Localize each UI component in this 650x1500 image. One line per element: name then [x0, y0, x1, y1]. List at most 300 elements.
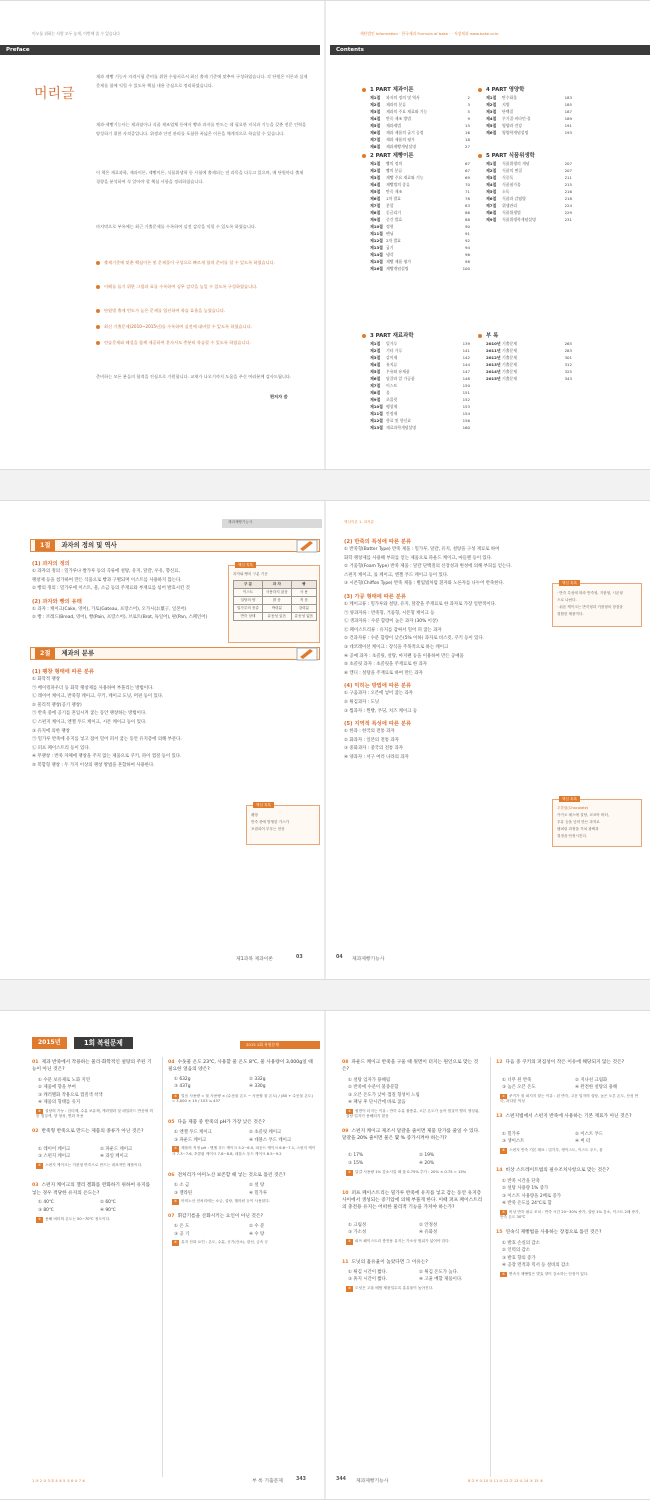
answer-option[interactable]: ① 수분 보유제로 노화 지연 — [38, 1077, 90, 1083]
toc-entry[interactable]: 제10절 정형 90 — [370, 224, 470, 229]
key-point-box — [246, 805, 320, 845]
key-point-line: · 반죽 특성에 따라 반죽형, 거품형, 시폰형 — [557, 591, 623, 595]
question-text: 다음 제품 중 반죽의 pH가 가장 낮은 것은? — [177, 1120, 265, 1125]
answer-option[interactable]: ④ 유화성 — [419, 1230, 438, 1236]
key-point-line: 팽창 — [251, 813, 258, 817]
preface-paragraph: 제과 제빵 기능사 자격시험 준비를 위한 수험서로서 최신 출제 기준에 맞추어 구성하였습니다. 각 단원은 이론과 실제 문제를 함께 익힐 수 있도록 핵심 내용 중심으로 정리하였습니다. — [96, 74, 308, 88]
body-text-line: ② 거품형(Foam Type) 반죽 제품 : 달걀 단백질의 신장성과 변성에 의해 부피를 얻는다. — [344, 564, 512, 570]
answer-option[interactable]: ② 파운드 케이크 — [100, 1146, 133, 1152]
question-stem — [32, 1128, 156, 1135]
toc-part-heading: 4 PART 영양학 — [478, 85, 524, 93]
question-stem — [342, 1128, 484, 1143]
toc-entry[interactable]: 제4절 식품첨가물 215 — [486, 182, 572, 187]
toc-entry[interactable]: 제3절 단백질 187 — [486, 109, 572, 114]
toc-entry[interactable]: 제7절 이스트 150 — [370, 383, 470, 388]
question-stem — [342, 1190, 484, 1212]
answer-option[interactable]: ③ 공 기 — [174, 1231, 190, 1237]
question-stem — [496, 1167, 642, 1174]
explanation-text: 제품의 적정 pH : 엔젤 푸드 케이크 5.2~6.0, 파운드 케이크 6.6~7.1, 스펀지 케이크 7.3~7.6, 초콜릿 케이크 7.8~8.8, 데블스 푸드 케이크 8.5~9.2 — [172, 1146, 316, 1157]
question-number: 11 — [342, 1259, 349, 1265]
section-heading: (2) 과자와 빵의 유래 — [32, 598, 82, 605]
square-bullet-icon — [96, 341, 100, 345]
toc-entry[interactable]: 제1절 과자의 정의 및 역사 2 — [370, 95, 470, 100]
key-point-tag: 핵심 톡톡 — [559, 580, 580, 586]
toc-entry[interactable]: 제14절 냉각 96 — [370, 252, 470, 257]
answer-option[interactable]: ① 온 도 — [174, 1224, 190, 1230]
body-text-line: ㉠ 양과자류 : 반죽형, 거품형, 시폰형 케이크 등 — [344, 610, 435, 616]
toc-entry[interactable]: 제5절 반죽 제조 71 — [370, 189, 470, 194]
bullet-dot-icon — [478, 88, 482, 92]
toc-entry[interactable]: 제11절 안정제 154 — [370, 411, 470, 416]
key-point-tag: 핵심 톡톡 — [253, 802, 274, 808]
toc-entry[interactable]: 제8절 식품위생법 229 — [486, 210, 572, 215]
footer-book-title: 제과제빵기능사 — [356, 1479, 389, 1484]
footer-section: 부 록 기출문제 — [252, 1479, 283, 1484]
answer-badge: ① — [174, 1146, 178, 1151]
answer-option[interactable]: ③ 발효 향의 증가 — [502, 1255, 536, 1261]
question-number: 09 — [342, 1129, 349, 1135]
answer-option[interactable]: ② 설 탕 — [249, 1183, 265, 1188]
body-text-line: ② 빵의 정의 : 밀가루에 이스트, 물, 소금 등의 주재료와 부재료를 섞어 발효시킨 것 — [32, 586, 190, 592]
explanation-text: 달걀 사용량 1% 감소시킬 때 물 0.75% 추가 : 20% × 0.75 = 15% — [355, 1170, 467, 1175]
toc-entry[interactable]: 제5절 소독 216 — [486, 189, 572, 194]
explanation — [346, 1170, 482, 1176]
answer-badge: ② — [348, 1108, 352, 1113]
answer-badge: ③ — [502, 1209, 506, 1214]
question-stem — [168, 1172, 318, 1179]
toc-entry[interactable]: 제1절 탄수화물 183 — [486, 95, 572, 100]
answer-option[interactable]: ③ 젤라틴 — [174, 1190, 193, 1196]
page-number: 344 — [336, 1477, 347, 1482]
toc-entry[interactable]: 제6절 영양학개념설명 193 — [486, 130, 572, 135]
preface-paragraph: 제과·제빵기능사는 제과점이나 식품 제조업체 등에서 빵과 과자를 만드는 데 필요한 지식과 기능을 갖춘 전문 인력을 양성하기 위한 자격증입니다. 위생과 안전 관리를 포함한 폭넓은 이론을 체계적으로 학습할 수 있습니다. — [96, 122, 307, 136]
footer-section: 제1과목 제과이론 — [236, 957, 274, 962]
answer-option[interactable]: ④ 수 탕 — [249, 1231, 265, 1237]
toc-entry[interactable]: 제2절 빵의 분류 67 — [370, 168, 470, 173]
table-row — [234, 613, 317, 621]
preface-bullet: 이해를 돕기 위한 그림과 표를 수록하여 실무 감각을 높일 수 있도록 구성하였습니다. — [96, 283, 308, 290]
explanation — [346, 1286, 482, 1292]
question-number: 03 — [32, 1183, 39, 1189]
answer-option[interactable]: ② 수 분 — [249, 1224, 265, 1230]
table-cell: 반죽 상태 — [234, 613, 263, 621]
table-cell: 많 음 — [262, 597, 291, 605]
answer-option[interactable]: ② 초콜릿 케이크 — [249, 1130, 282, 1136]
body-text-line: ② 튀김과자 : 도넛 — [344, 700, 380, 705]
preface-paragraph: 이 책은 재료과학, 제과이론, 제빵이론, 식품위생학 등 시험에 출제되는 전 과목을 다루고 있으며, 매 단원마다 출제 경향을 분석하여 꼭 알아야 할 핵심 사항을 정리하였습니다. — [96, 170, 304, 184]
table-header-row — [234, 581, 317, 589]
running-header-left: 이오를 위하는 사람 모두 놓게, 이번에 줄 수 있습니다 — [32, 31, 120, 36]
key-point-line: 으로 나뉜다. — [557, 598, 577, 602]
pencil-note-icon — [296, 537, 318, 553]
answer-option[interactable]: ② 60℃ — [100, 1200, 116, 1205]
question-text: 도넛의 흡유율이 높았다면 그 이유는? — [351, 1259, 428, 1265]
body-text-line: 화학 팽창제를 사용해 부피를 얻는 제품으로 파운드 케이크, 마들렌 등이 있다. — [344, 555, 493, 561]
toc-entry[interactable]: 제2절 기타 가루 141 — [370, 348, 470, 353]
answer-option[interactable]: ① 632g — [174, 1076, 191, 1082]
bullet-dot-icon — [478, 334, 482, 338]
key-point-line: 우유 등을 넣어 만든 과자로 — [557, 820, 600, 824]
toc-entry[interactable]: 제8절 물 151 — [370, 390, 470, 395]
toc-entry[interactable]: 2011년기출문제 283 — [486, 348, 572, 353]
explanation — [346, 1109, 482, 1121]
answer-option[interactable]: ② 지나친 크림화 — [575, 1077, 608, 1083]
toc-entry[interactable]: 2013년기출문제 312 — [486, 362, 572, 367]
square-bullet-icon — [96, 261, 100, 265]
bullet-dot-icon — [362, 88, 366, 92]
explanation — [500, 1272, 640, 1278]
body-text-line: ① 과자 : 케이크(Cake, 영어), 가토(Gateau, 프랑스어), 오가시(お菓子, 일본어) — [32, 606, 187, 612]
explanation — [500, 1210, 640, 1222]
body-text-line: ⑥ 캔디 : 설탕을 주재료로 하여 만든 과자 — [344, 670, 423, 676]
toc-entry[interactable]: 제2절 식품의 변질 207 — [486, 168, 572, 173]
answer-badge: ③ — [174, 1093, 178, 1098]
answer-badge: ④ — [174, 1240, 178, 1245]
key-point-line: 카카오 매스에 설탕, 코코아 버터, — [557, 813, 609, 817]
key-point-line: 반죽 중에 발생한 가스가 — [251, 820, 290, 824]
toc-entry[interactable]: 제6절 1차 발효 78 — [370, 196, 470, 201]
bread-vs-cake-table — [233, 580, 317, 621]
explanation — [172, 1240, 316, 1246]
toc-entry[interactable]: 제16절 제빵개념설명 100 — [370, 266, 470, 271]
question-number: 06 — [168, 1172, 175, 1178]
toc-entry[interactable]: 제4절 유지류 144 — [370, 362, 470, 367]
chapter-title: 제과의 분류 — [61, 650, 95, 657]
table-cell: 사용하지 않음 — [262, 589, 291, 597]
section-heading: (4) 익히는 방법에 따른 분류 — [344, 683, 412, 690]
toc-entry[interactable]: 제9절 초콜릿 152 — [370, 397, 470, 402]
page-number: 03 — [296, 955, 303, 960]
section-heading: (2) 반죽의 특성에 따른 분류 — [344, 539, 412, 545]
explanation — [36, 1109, 154, 1121]
toc-entry[interactable]: 제9절 식품위생학개념설명 231 — [486, 217, 572, 222]
answer-option[interactable]: ① 레이어 케이크 — [38, 1146, 71, 1152]
gutter — [324, 501, 326, 979]
table-cell: 적 음 — [291, 597, 316, 605]
toc-entry[interactable]: 제1절 식품위생의 개념 207 — [486, 161, 572, 166]
explanation — [172, 1094, 316, 1106]
answer-option[interactable]: ② 반죽에 수분이 불충분함 — [348, 1085, 399, 1091]
toc-entry[interactable]: 제5절 영양과 건강 191 — [486, 123, 572, 128]
explanation — [36, 1217, 154, 1223]
key-point-line: · 쉬폰 케이크는 반죽형과 거품형의 장점을 — [557, 605, 623, 609]
toc-entry[interactable]: 제8절 둥글리기 86 — [370, 210, 470, 215]
question-stem — [168, 1213, 318, 1220]
body-text-line: ㉡ 생과자류 : 수분 함량이 높은 과자 (30% 이상) — [344, 619, 438, 625]
answer-option[interactable]: ① 엔젤 푸드 케이크 — [174, 1130, 212, 1136]
toc-entry[interactable]: 제6절 제과 제품의 굽기 공정 16 — [370, 130, 470, 135]
body-text-line: ⑤ 복합형 팽창 : 두 가지 이상의 팽창 방법을 혼합하여 사용한다. — [32, 763, 155, 768]
bullet-dot-icon — [362, 154, 366, 158]
preface-bullet: 연습문제와 해설을 함께 제공하여 혼자서도 충분히 학습할 수 있도록 하였습니다. — [96, 339, 308, 346]
toc-entry[interactable]: 제4절 반죽 제조 방법 9 — [370, 116, 470, 121]
answer-option[interactable]: ② 이스트 푸드 — [575, 1131, 603, 1137]
answer-option[interactable]: ④ 반죽 온도를 24℃로 함 — [502, 1201, 552, 1207]
answer-option[interactable]: ④ 공장 면적과 믹서 등 설비의 감소 — [502, 1263, 570, 1269]
question-number: 13 — [496, 1114, 503, 1120]
toc-entry[interactable]: 제12절 향료 및 향신료 156 — [370, 418, 470, 423]
toc-entry[interactable]: 제7절 위생관리 224 — [486, 203, 572, 208]
square-bullet-icon — [96, 325, 100, 329]
body-text-line: ① 케이크류 : 밀가루와 설탕, 유지, 달걀을 주재료로 한 과자로 가장 일반적이다. — [344, 602, 497, 607]
toc-entry[interactable]: 제10절 팽창제 153 — [370, 404, 470, 409]
running-header-tab: 2015 1회 복원문제 — [240, 1041, 320, 1049]
gutter — [324, 1, 326, 469]
explanation-text: 아미노산 전처리에는 소금, 설탕, 젤라틴 등이 사용된다. — [181, 1199, 270, 1203]
toc-entry[interactable]: 제7절 분할 83 — [370, 203, 470, 208]
bullet-dot-icon — [362, 334, 366, 338]
explanation-text: 퍼프 페이스트리 충전용 유지는 가소성 범위가 넓어야 한다. — [355, 1238, 450, 1243]
body-text-line: ㉠ 밀가루 반죽에 유지를 넣고 접어 밀어 펴서 굽는 동안 유지층에 의해 부푼다. — [32, 737, 182, 743]
key-point-line: 포집되어 부푸는 현상 — [251, 827, 285, 831]
toc-entry[interactable]: 제9절 중간 발효 88 — [370, 217, 470, 222]
toc-entry[interactable]: 제4절 제빵법의 종류 70 — [370, 182, 470, 187]
key-point-tag: 핵심 톡톡 — [235, 562, 256, 568]
answer-option[interactable]: ③ 437g — [174, 1084, 191, 1090]
explanation-text: 비상 반죽 필수 조치 : 반죽 시간 20~30% 증가, 설탕 1% 감소, 이스트 2배 증가, 반죽 온도 30℃ — [500, 1209, 640, 1220]
body-text-line: ③ 유지에 의한 팽창 — [32, 728, 70, 734]
body-text-line: ㉡ 레이어 케이크, 반죽형 케이크, 쿠키, 케이크 도넛, 머핀 등이 있다. — [32, 694, 164, 700]
question-stem — [342, 1259, 484, 1266]
answer-option[interactable]: ④ 데블스 푸드 케이크 — [249, 1137, 292, 1143]
answer-badge: ③ — [38, 1162, 42, 1167]
body-text-line: ㉠ 베이킹파우더 등 화학 팽창제를 사용하여 부풀리는 방법이다. — [32, 685, 154, 691]
answer-option[interactable]: ④ 패닝 후 단시간에 바로 굽음 — [348, 1100, 406, 1106]
table-cell: 유동성 있음 — [262, 613, 291, 621]
key-point-line: 템퍼링 과정을 거쳐 광택과 — [557, 827, 599, 831]
key-point-box — [228, 565, 320, 643]
answer-option[interactable]: ③ 생이스트 — [502, 1139, 525, 1145]
preface-label: Preface — [6, 47, 30, 53]
pencil-note-icon — [296, 645, 318, 661]
preface-signature: 편저자 씀 — [270, 394, 288, 399]
answer-option[interactable]: ② 제품에 향을 부여 — [38, 1085, 76, 1091]
preface-paragraph: 마지막으로 부록에는 최근 기출문제를 수록하여 실전 감각을 익힐 수 있도록 하였습니다. — [96, 224, 257, 229]
answer-badge: ④ — [348, 1285, 352, 1290]
table-cell: 설탕의 양 — [234, 597, 263, 605]
answer-option[interactable]: ④ 20% — [419, 1160, 435, 1166]
toc-entry[interactable]: 제5절 우유와 유제품 147 — [370, 369, 470, 374]
table-cell: 밀가루의 종류 — [234, 605, 263, 613]
answer-badge: ② — [502, 1093, 506, 1098]
square-bullet-icon — [96, 309, 100, 313]
answer-option[interactable]: ④ 밀가루 — [249, 1190, 268, 1196]
toc-entry[interactable]: 2012년기출문제 301 — [486, 355, 572, 360]
column-divider — [490, 1057, 491, 1477]
toc-entry[interactable]: 제7절 제과 제품의 평가 18 — [370, 137, 470, 142]
explanation — [36, 1163, 154, 1169]
explanation — [346, 1239, 482, 1245]
explanation — [500, 1148, 640, 1154]
preface-bullet: 출제기준에 맞춘 핵심이론 및 문제풀이 구성으로 빠르게 합격 준비를 할 수 있도록 하였습니다. — [96, 259, 308, 266]
preface-closing: 준비하는 모든 분들의 합격을 진심으로 기원합니다. 교재가 나오기까지 도움을 주신 여러분께 감사드립니다. — [96, 374, 292, 379]
body-text-line: ① 구움과자 : 오븐에 넣어 굽는 과자 — [344, 691, 413, 697]
toc-entry[interactable]: 제2절 제과의 분류 3 — [370, 102, 470, 107]
gutter — [324, 1011, 326, 1499]
answer-option[interactable]: ③ 캐러멜화 작용으로 껍질색 착색 — [38, 1092, 103, 1098]
toc-entry[interactable]: 제1절 밀가루 139 — [370, 341, 470, 346]
body-text-line: ① 반죽형(Batter Type) 반죽 제품 : 밀가루, 달걀, 유지, 설탕을 구성 재료로 하여 — [344, 547, 500, 552]
question-text: 파운드 케이크 반죽을 구울 때 윗면이 터지는 원인으로 맞는 것은? — [342, 1060, 479, 1073]
toc-entry[interactable]: 제3절 제빵 주요 재료와 기능 69 — [370, 175, 470, 180]
answer-option[interactable]: ④ 과일 케이크 — [100, 1154, 128, 1160]
answer-option[interactable]: ② 설탕 사용량 1% 증가 — [502, 1186, 549, 1192]
toc-entry[interactable]: 제15절 제빵 제품 평가 98 — [370, 259, 470, 264]
page-number: 04 — [336, 955, 343, 960]
answer-option[interactable]: ③ 15% — [348, 1160, 364, 1166]
question-text: 휘감기름을 산화시키는 요인이 아닌 것은? — [177, 1213, 263, 1219]
body-text-line: ㉡ 퍼프 페이스트리 등이 있다. — [32, 745, 91, 751]
explanation-text: 용해 버터의 온도는 50~70℃ 정도이다. — [45, 1217, 111, 1221]
toc-entry[interactable]: 제6절 식품과 감염병 218 — [486, 196, 572, 201]
key-point-line: 결정을 안정시킨다. — [557, 834, 588, 838]
preface-bar — [0, 45, 320, 55]
answer-option[interactable]: ② 튀김 온도가 높다. — [419, 1269, 459, 1275]
toc-entry[interactable]: 제12절 2차 발효 92 — [370, 238, 470, 243]
answer-badge: ③ — [502, 1271, 506, 1276]
key-point-tag: 핵심 톡톡 — [559, 796, 580, 802]
section-heading: (1) 팽창 형태에 따른 분류 — [32, 669, 94, 675]
question-text: 전처리가 아미노산 보존할 때 넣는 것으로 틀린 것은? — [177, 1172, 286, 1178]
exam-title: 1회 복원문제 — [74, 1037, 133, 1049]
question-number: 01 — [32, 1060, 39, 1065]
answer-option[interactable]: ③ 이스트 사용량을 2배로 증가 — [502, 1193, 561, 1199]
toc-entry[interactable]: 제5절 제과제법 15 — [370, 123, 470, 128]
table-row — [234, 605, 317, 613]
toc-entry[interactable]: 제13절 재료과학개념설명 160 — [370, 425, 470, 430]
question-number: 14 — [496, 1168, 503, 1174]
body-text-line: ④ 무팽창 : 반죽 자체에 팽창을 주지 않는 제품으로 쿠키, 파이 껍질 등이 있다. — [32, 754, 182, 760]
section-heading: (5) 지역적 특성에 따른 분류 — [344, 721, 412, 728]
answer-option[interactable]: ② 332g — [249, 1076, 266, 1082]
explanation — [172, 1199, 316, 1205]
toc-entry[interactable]: 제13절 굽기 94 — [370, 245, 470, 250]
contents-bar — [330, 45, 650, 55]
question-stem — [168, 1059, 318, 1074]
key-point-title: 과자와 빵의 구분 기준 — [233, 572, 268, 576]
toc-part-heading: 부 록 — [478, 331, 498, 339]
toc-entry[interactable]: 2015년기출문제 343 — [486, 376, 572, 381]
toc-entry[interactable]: 제2절 지방 185 — [486, 102, 572, 107]
body-text-line: ② 건과자류 : 수분 함량이 낮은(5% 이하) 과자로 비스킷, 쿠키 등이 있다. — [344, 636, 484, 642]
table-cell: 박력분 — [262, 605, 291, 613]
answer-option[interactable]: ④ 330g — [249, 1084, 266, 1090]
answer-option[interactable]: ④ 고율 배합 제품이다. — [419, 1277, 463, 1283]
question-text: 반죽형 반죽으로 만드는 제품의 종류가 아닌 것은? — [41, 1129, 144, 1135]
answer-option[interactable]: ① 17% — [348, 1153, 364, 1159]
table-header-cell: 구 분 — [234, 581, 263, 589]
answer-option[interactable]: ① 밀가루 — [502, 1131, 521, 1137]
chapter-heading — [30, 647, 320, 660]
answer-option[interactable]: ④ 90℃ — [100, 1207, 116, 1213]
body-text-line: ① 과자의 정의 : 밀가루나 쌀가루 등의 곡류에 설탕, 유지, 달걀, 우유, 향신료, — [32, 569, 180, 574]
question-number: 05 — [168, 1120, 175, 1125]
answer-option[interactable]: ③ 휴지 시간이 짧다. — [348, 1277, 388, 1283]
question-text: 비상 스트레이트법의 필수조치사항으로 맞는 것은? — [505, 1168, 610, 1174]
question-number: 02 — [32, 1129, 39, 1135]
toc-part-heading: 5 PART 식품위생학 — [478, 151, 535, 159]
toc-entry[interactable]: 제3절 제과의 주요 재료와 기능 5 — [370, 109, 470, 114]
question-number: 15 — [496, 1230, 503, 1236]
square-bullet-icon — [96, 285, 100, 289]
answer-option[interactable]: ③ 높은 오븐 온도 — [502, 1085, 536, 1091]
answer-option[interactable]: ③ 스펀지 케이크 — [38, 1154, 71, 1160]
answer-option[interactable]: ② 19% — [419, 1153, 435, 1159]
toc-entry[interactable]: 제11절 팬닝 91 — [370, 231, 470, 236]
body-text-line: ① 한과 : 한국의 전통 과자 — [344, 729, 395, 735]
key-point-line: 초콜릿(Chocolate) — [557, 806, 589, 810]
answer-option[interactable]: ① 반죽 시간을 단축 — [502, 1178, 540, 1184]
spread-theory — [0, 500, 650, 980]
answer-badge: ④ — [38, 1108, 42, 1113]
table-cell: 유동성 없음 — [291, 613, 316, 621]
toc-entry[interactable]: 제8절 제과제빵개념설명 27 — [370, 144, 470, 149]
answer-option[interactable]: ③ 가소성 — [348, 1230, 367, 1236]
toc-entry[interactable]: 2010년기출문제 265 — [486, 341, 572, 346]
answer-option[interactable]: ① 설탕 입자가 용해됨 — [348, 1077, 391, 1083]
table-cell: 강력분 — [291, 605, 316, 613]
key-point-box — [552, 583, 642, 627]
answer-option[interactable]: ④ 제품의 형태를 유지 — [38, 1100, 81, 1106]
column-divider — [162, 1057, 163, 1477]
toc-entry[interactable]: 제1절 빵의 정의 67 — [370, 161, 470, 166]
table-row — [234, 597, 317, 605]
chapter-number: 2절 — [35, 648, 55, 659]
question-text: 스펀지 케이크의 젤리 겔화를 완화하기 위하여 유지를 넣는 경우 적당한 유지의 온도는? — [32, 1183, 151, 1196]
answer-option[interactable]: ② 안정성 — [419, 1222, 438, 1228]
table-row — [234, 589, 317, 597]
spread-preface-contents — [0, 0, 650, 470]
question-number: 12 — [496, 1060, 503, 1065]
answer-option[interactable]: ② 인력의 감소 — [502, 1248, 530, 1254]
preface-bullet: 최신 기출문제(2010~2015년)를 수록하여 실전에 대비할 수 있도록 하였습니다. — [96, 323, 308, 330]
answer-option[interactable]: ④ 완전한 설탕의 용해 — [575, 1085, 618, 1091]
toc-entry[interactable]: 제4절 무기질·비타민·물 189 — [486, 116, 572, 121]
toc-entry[interactable]: 제3절 식중독 211 — [486, 175, 572, 180]
answer-option[interactable]: ① 튀김 시간이 짧다. — [348, 1269, 388, 1275]
question-number: 04 — [168, 1060, 175, 1065]
answer-option[interactable]: ① 크림성 — [348, 1222, 367, 1228]
question-number: 10 — [342, 1190, 349, 1196]
question-text: 연속식 제빵법을 사용하는 장점으로 틀린 것은? — [505, 1230, 602, 1236]
toc-part-heading: 1 PART 제과이론 — [362, 85, 414, 93]
toc-entry[interactable]: 제3절 감미제 142 — [370, 355, 470, 360]
answer-option[interactable]: ④ 버 터 — [575, 1139, 591, 1145]
answer-option[interactable]: ③ 파운드 케이크 — [174, 1137, 207, 1143]
question-text: 스펀지 케이크 제조시 달걀을 줄이면 제품 단가를 줄일 수 있다. 달걀을 20% 줄이면 물은 몇 % 증가시켜야 하는가? — [342, 1129, 480, 1142]
explanation-text: 스펀지 반죽 기본 재료 : 밀가루, 생이스트, 이스트 푸드, 물 — [509, 1147, 603, 1152]
body-text-line: ② 화과자 : 일본의 전통 과자 — [344, 737, 399, 743]
toc-part-heading: 2 PART 제빵이론 — [362, 151, 414, 159]
body-text-line: ④ 공예 과자 : 초콜릿, 설탕, 마지팬 등을 이용하여 만든 공예품 — [344, 653, 464, 659]
answer-option[interactable]: ③ 오븐 온도가 낮아 껍질 형성이 느림 — [348, 1092, 420, 1098]
answer-option[interactable]: ① 너무 된 반죽 — [502, 1077, 532, 1083]
chapter-number: 1절 — [35, 540, 55, 551]
toc-entry[interactable]: 제6절 달걀과 알 가공품 148 — [370, 376, 470, 381]
toc-entry[interactable]: 2014년기출문제 325 — [486, 369, 572, 374]
answer-option[interactable]: ① 40℃ — [38, 1200, 54, 1205]
running-header-right: 핵심이론 1. 과자류 — [344, 520, 375, 524]
table-header-cell: 과 자 — [262, 581, 291, 589]
question-text: 다음 중 쿠키의 퍼짐성이 작은 이유에 해당되지 않는 것은? — [505, 1060, 625, 1065]
answer-option[interactable]: ① 소 금 — [174, 1183, 190, 1188]
answer-option[interactable]: ① 발효 손실의 감소 — [502, 1240, 540, 1246]
answer-badge: ③ — [348, 1238, 352, 1243]
answer-strip: 8 ② 9 ③ 10 ③ 11 ④ 12 ② 13 ④ 14 ③ 15 ③ — [468, 1479, 543, 1483]
key-point-line: 결합한 제품이다. — [557, 612, 584, 616]
running-header-left: 제과제빵기능사 — [228, 520, 253, 524]
answer-option[interactable]: ③ 80℃ — [38, 1207, 54, 1213]
